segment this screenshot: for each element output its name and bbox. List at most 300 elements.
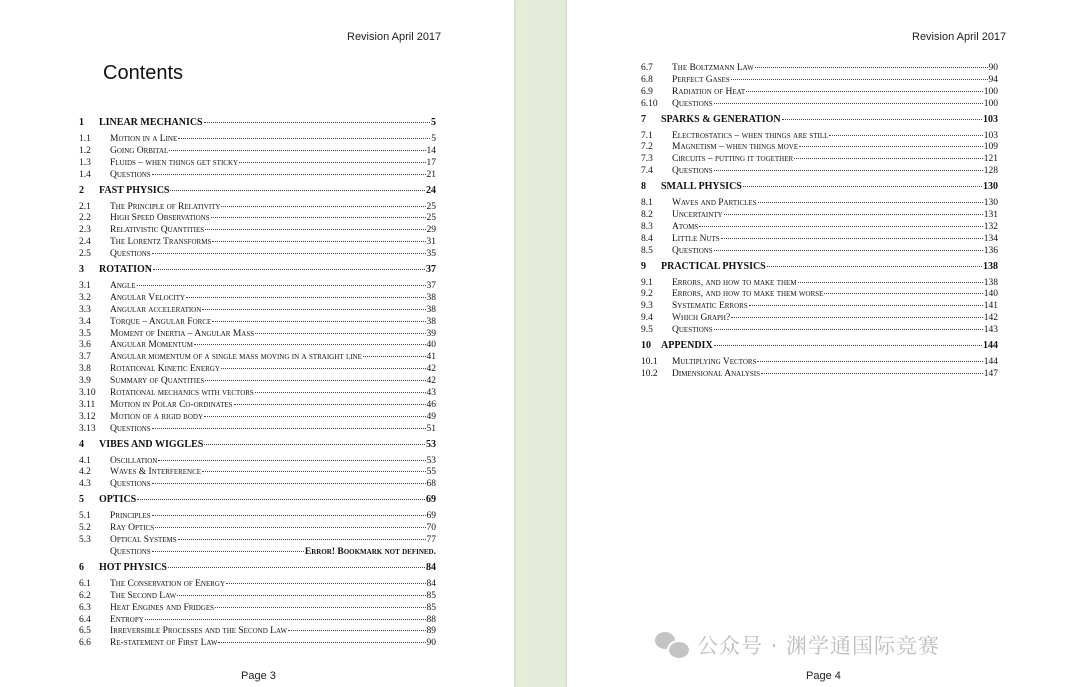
toc-dot-leader (288, 630, 425, 631)
toc-entry-title: Errors, and how to make them worse (672, 289, 824, 300)
toc-entry-title: Angle (110, 281, 136, 292)
watermark (655, 627, 940, 663)
toc-entry-title: The Principle of Relativity (110, 201, 221, 212)
toc-dot-leader (155, 527, 425, 528)
toc-section-entry[interactable] (79, 579, 436, 591)
toc-entry-page: 89 (426, 626, 436, 637)
toc-entry-page: 138 (983, 260, 998, 272)
toc-section-entry[interactable] (79, 547, 436, 559)
toc-entry-number: 3.5 (79, 328, 91, 339)
toc-entry-title: Uncertainty (672, 210, 723, 221)
toc-dot-leader (714, 170, 983, 171)
toc-entry-page: 144 (983, 340, 998, 352)
toc-dot-leader (215, 607, 425, 608)
toc-dot-leader (212, 241, 425, 242)
toc-entry-number: 1.3 (79, 157, 91, 168)
toc-dot-leader (202, 471, 425, 472)
toc-entry-page: 5 (431, 134, 436, 144)
toc-entry-title: Questions (110, 169, 151, 180)
toc-entry-number: 8.2 (641, 210, 653, 221)
toc-entry-number: 5.1 (79, 511, 91, 522)
toc-entry-number: 10 (641, 340, 651, 352)
toc-entry-page: 69 (426, 494, 436, 506)
toc-dot-leader (714, 103, 983, 104)
toc-section-entry[interactable] (641, 246, 998, 258)
toc-entry-title: Questions (110, 479, 151, 490)
toc-entry-number: 3.12 (79, 411, 96, 422)
toc-entry-page: 132 (983, 221, 998, 232)
toc-entry-page: 5 (431, 117, 436, 128)
toc-dot-leader (194, 344, 425, 345)
toc-section-entry[interactable] (79, 202, 436, 214)
toc-dot-leader (761, 373, 983, 374)
toc-section-entry[interactable] (79, 364, 436, 376)
toc-dot-leader (757, 361, 982, 362)
toc-entry-page: 25 (426, 213, 436, 224)
toc-dot-leader (158, 460, 425, 461)
toc-chapter-entry[interactable] (641, 261, 998, 273)
toc-entry-number: 7.1 (641, 130, 653, 141)
toc-entry-page: 31 (426, 237, 436, 248)
toc-entry-title: VIBES AND WIGGLES (99, 438, 204, 450)
toc-entry-page: 100 (983, 98, 998, 109)
toc-entry-title: Entropy (110, 614, 144, 625)
toc-section-entry[interactable] (641, 198, 998, 210)
toc-dot-leader (186, 297, 425, 298)
toc-section-entry[interactable] (79, 412, 436, 424)
toc-entry-title: Motion in Polar Co-ordinates (110, 399, 233, 410)
toc-section-entry[interactable] (79, 293, 436, 305)
toc-section-entry[interactable] (641, 166, 998, 178)
toc-entry-number: 3.4 (79, 316, 91, 327)
toc-entry-title: Principles (110, 511, 151, 522)
toc-dot-leader (202, 309, 425, 310)
toc-entry-page: 21 (426, 169, 436, 180)
toc-section-entry[interactable] (641, 142, 998, 154)
toc-section-entry[interactable] (79, 237, 436, 249)
toc-dot-leader (205, 229, 425, 230)
toc-dot-leader (137, 499, 425, 500)
toc-entry-number: 9.1 (641, 277, 653, 288)
toc-entry-title: Summary of Quantities (110, 376, 205, 387)
toc-section-entry[interactable] (79, 305, 436, 317)
toc-entry-page: 53 (426, 455, 436, 466)
toc-entry-page: 90 (426, 638, 436, 649)
toc-dot-leader (731, 79, 988, 80)
toc-dot-leader (239, 162, 425, 163)
toc-entry-page: 84 (426, 561, 436, 573)
toc-entry-title: Irreversible Processes and the Second Law (110, 626, 288, 637)
toc-entry-title: Questions (672, 325, 713, 336)
toc-section-entry[interactable] (79, 523, 436, 535)
toc-entry-page: 37 (426, 264, 436, 276)
toc-entry-title: SPARKS & GENERATION (661, 113, 781, 125)
toc-dot-leader (168, 567, 425, 568)
toc-chapter-entry[interactable] (641, 181, 998, 193)
toc-entry-number: 2.5 (79, 249, 91, 260)
toc-entry-title: Angular acceleration (110, 304, 202, 315)
toc-section-entry[interactable] (641, 154, 998, 166)
toc-dot-leader (782, 119, 982, 120)
toc-entry-title: Rotational Kinetic Energy (110, 364, 220, 375)
toc-section-entry[interactable] (79, 511, 436, 523)
toc-entry-page: 144 (983, 357, 998, 368)
toc-entry-page: 39 (426, 328, 436, 339)
toc-dot-leader (794, 158, 983, 159)
toc-section-entry[interactable] (79, 456, 436, 468)
toc-entry-page: 130 (983, 181, 998, 193)
toc-entry-title: Systematic Errors (672, 301, 748, 312)
toc-section-entry[interactable] (641, 75, 998, 87)
toc-entry-title: The Conservation of Energy (110, 578, 225, 589)
toc-entry-number: 9 (641, 260, 646, 272)
toc-section-entry[interactable] (79, 281, 436, 293)
toc-section-entry[interactable] (641, 63, 998, 75)
page-number: Page 4 (806, 670, 841, 682)
toc-entry-page: 88 (426, 614, 436, 625)
toc-entry-page: 138 (983, 277, 998, 288)
toc-entry-number: 7 (641, 113, 646, 125)
toc-section-entry[interactable] (641, 222, 998, 234)
toc-section-entry[interactable] (79, 329, 436, 341)
toc-dot-leader (152, 174, 426, 175)
toc-entry-page: 38 (426, 316, 436, 327)
toc-section-entry[interactable] (641, 234, 998, 246)
toc-list-left (79, 117, 436, 650)
toc-entry-number: 5 (79, 494, 84, 506)
toc-entry-page: 94 (988, 74, 998, 85)
toc-section-entry[interactable] (79, 134, 436, 146)
toc-chapter-entry[interactable] (641, 340, 998, 352)
toc-entry-title: Multiplying Vectors (672, 357, 757, 368)
toc-dot-leader (178, 138, 430, 139)
toc-dot-leader (204, 444, 425, 445)
toc-entry-number: 3 (79, 264, 84, 276)
toc-entry-number: 8.4 (641, 233, 653, 244)
toc-entry-page: 49 (426, 411, 436, 422)
toc-entry-number: 7.2 (641, 142, 653, 153)
toc-entry-number: 2.4 (79, 237, 91, 248)
toc-entry-page: 43 (426, 388, 436, 399)
toc-entry-number: 6.2 (79, 590, 91, 601)
toc-section-entry[interactable] (79, 638, 436, 650)
toc-section-entry[interactable] (79, 467, 436, 479)
toc-entry-title: Little Nuts (672, 233, 720, 244)
toc-entry-number: 4.2 (79, 467, 91, 478)
toc-section-entry[interactable] (79, 158, 436, 170)
toc-entry-number: 3.2 (79, 292, 91, 303)
toc-section-entry[interactable] (641, 369, 998, 381)
toc-entry-number: 10.1 (641, 357, 658, 368)
toc-entry-number: 6.4 (79, 614, 91, 625)
toc-dot-leader (152, 253, 426, 254)
toc-entry-title: Perfect Gases (672, 74, 730, 85)
toc-dot-leader (714, 345, 982, 346)
toc-chapter-entry[interactable] (79, 185, 436, 197)
toc-section-entry[interactable] (641, 99, 998, 111)
toc-section-entry[interactable] (79, 388, 436, 400)
toc-section-entry[interactable] (79, 400, 436, 412)
toc-entry-title: Motion of a rigid body (110, 411, 203, 422)
toc-entry-number: 9.5 (641, 325, 653, 336)
toc-entry-page: 141 (983, 301, 998, 312)
toc-entry-number: 8.3 (641, 221, 653, 232)
toc-entry-title: Waves and Particles (672, 198, 757, 209)
toc-entry-page: 17 (426, 157, 436, 168)
toc-section-entry[interactable] (79, 352, 436, 364)
toc-entry-page: 42 (426, 376, 436, 387)
toc-entry-number: 6.10 (641, 98, 658, 109)
toc-chapter-entry[interactable] (79, 117, 436, 129)
toc-dot-leader (205, 380, 425, 381)
toc-entry-page: 69 (426, 511, 436, 522)
toc-entry-page: 140 (983, 289, 998, 300)
toc-entry-page: 143 (983, 325, 998, 336)
toc-entry-page: 42 (426, 364, 436, 375)
toc-entry-number: 2.1 (79, 201, 91, 212)
toc-entry-page: Error! Bookmark not defined. (304, 546, 436, 557)
toc-entry-page: 85 (426, 602, 436, 613)
toc-entry-title: Questions (672, 98, 713, 109)
toc-dot-leader (145, 619, 426, 620)
toc-entry-title: Angular momentum of a single mass moving in a straight line (110, 352, 362, 363)
toc-section-entry[interactable] (79, 591, 436, 603)
toc-section-entry[interactable] (79, 225, 436, 237)
toc-entry-title: Questions (110, 546, 151, 557)
toc-list-right (641, 63, 998, 381)
toc-section-entry[interactable] (79, 376, 436, 388)
toc-dot-leader (152, 428, 426, 429)
toc-entry-title: The Boltzmann Law (672, 63, 754, 73)
toc-dot-leader (153, 269, 425, 270)
toc-entry-title: Atoms (672, 221, 699, 232)
toc-entry-number: 6.9 (641, 86, 653, 97)
toc-dot-leader (221, 368, 426, 369)
toc-dot-leader (221, 206, 425, 207)
toc-entry-title: LINEAR MECHANICS (99, 117, 203, 128)
page-number: Page 3 (241, 670, 276, 682)
toc-section-entry[interactable] (641, 357, 998, 369)
toc-section-entry[interactable] (79, 146, 436, 158)
toc-section-entry[interactable] (79, 535, 436, 547)
toc-dot-leader (724, 214, 983, 215)
toc-entry-title: Motion in a Line (110, 134, 178, 144)
toc-dot-leader (152, 483, 426, 484)
toc-entry-number: 3.8 (79, 364, 91, 375)
toc-section-entry[interactable] (79, 249, 436, 261)
toc-dot-leader (767, 266, 982, 267)
toc-dot-leader (204, 122, 430, 123)
toc-dot-leader (170, 190, 425, 191)
toc-dot-leader (721, 238, 983, 239)
toc-entry-number: 6 (79, 561, 84, 573)
toc-dot-leader (211, 217, 426, 218)
toc-chapter-entry[interactable] (79, 264, 436, 276)
toc-entry-page: 142 (983, 313, 998, 324)
toc-entry-title: The Second Law (110, 590, 177, 601)
toc-section-entry[interactable] (641, 301, 998, 313)
toc-dot-leader (255, 392, 426, 393)
toc-dot-leader (798, 282, 983, 283)
toc-entry-number: 6.5 (79, 626, 91, 637)
toc-entry-title: FAST PHYSICS (99, 184, 170, 196)
toc-entry-number: 1.4 (79, 169, 91, 180)
toc-entry-page: 90 (988, 63, 998, 73)
toc-dot-leader (363, 356, 426, 357)
toc-dot-leader (755, 67, 988, 68)
toc-entry-number: 6.7 (641, 63, 653, 73)
toc-section-entry[interactable] (641, 325, 998, 337)
toc-entry-page: 147 (983, 368, 998, 379)
toc-section-entry[interactable] (79, 170, 436, 182)
toc-dot-leader (212, 321, 425, 322)
toc-entry-page: 55 (426, 467, 436, 478)
toc-entry-page: 121 (983, 154, 998, 165)
toc-entry-page: 131 (983, 210, 998, 221)
toc-entry-page: 24 (426, 184, 436, 196)
toc-section-entry[interactable] (641, 87, 998, 99)
toc-section-entry[interactable] (79, 626, 436, 638)
toc-entry-title: Oscillation (110, 455, 158, 466)
toc-chapter-entry[interactable] (641, 114, 998, 126)
toc-entry-page: 38 (426, 292, 436, 303)
toc-dot-leader (226, 583, 426, 584)
toc-entry-number: 3.13 (79, 423, 96, 434)
toc-entry-title: Re-statement of First Law (110, 638, 218, 649)
toc-entry-title: The Lorentz Transforms (110, 237, 212, 248)
toc-entry-page: 29 (426, 225, 436, 236)
toc-entry-title: Going Orbital (110, 145, 169, 156)
toc-entry-page: 85 (426, 590, 436, 601)
toc-entry-title: PRACTICAL PHYSICS (661, 260, 766, 272)
toc-entry-number: 3.10 (79, 388, 96, 399)
toc-entry-number: 3.1 (79, 281, 91, 292)
toc-dot-leader (152, 551, 304, 552)
toc-entry-title: ROTATION (99, 264, 152, 276)
toc-entry-title: Questions (672, 166, 713, 177)
toc-entry-number: 7.3 (641, 154, 653, 165)
toc-entry-title: Heat Engines and Fridges (110, 602, 215, 613)
toc-section-entry[interactable] (79, 340, 436, 352)
toc-entry-number: 2.3 (79, 225, 91, 236)
toc-entry-page: 136 (983, 245, 998, 256)
toc-entry-title: Angular Velocity (110, 292, 186, 303)
toc-dot-leader (829, 135, 982, 136)
toc-entry-title: Questions (110, 249, 151, 260)
toc-entry-title: Fluids – when things get sticky (110, 157, 239, 168)
toc-dot-leader (255, 333, 425, 334)
toc-dot-leader (799, 146, 983, 147)
toc-section-entry[interactable] (641, 278, 998, 290)
toc-entry-number: 8 (641, 181, 646, 193)
toc-entry-title: Which Graph? (672, 313, 731, 324)
toc-entry-title: Magnetism – when things move (672, 142, 799, 153)
toc-dot-leader (749, 305, 983, 306)
toc-section-entry[interactable] (641, 210, 998, 222)
toc-entry-number: 6.6 (79, 638, 91, 649)
toc-entry-page: 109 (983, 142, 998, 153)
toc-entry-title: HOT PHYSICS (99, 561, 167, 573)
toc-dot-leader (746, 91, 983, 92)
toc-entry-number: 3.3 (79, 304, 91, 315)
revision-header: Revision April 2017 (912, 31, 1007, 43)
toc-entry-number: 9.4 (641, 313, 653, 324)
toc-entry-number: 1.2 (79, 145, 91, 156)
toc-section-entry[interactable] (641, 131, 998, 143)
toc-entry-title: SMALL PHYSICS (661, 181, 742, 193)
toc-chapter-entry[interactable] (79, 562, 436, 574)
toc-section-entry[interactable] (641, 289, 998, 301)
toc-dot-leader (234, 404, 426, 405)
toc-section-entry[interactable] (79, 603, 436, 615)
toc-entry-title: OPTICS (99, 494, 137, 506)
toc-dot-leader (731, 317, 983, 318)
toc-entry-title: Torque – Angular Force (110, 316, 212, 327)
toc-entry-number: 4.1 (79, 455, 91, 466)
toc-entry-page: 103 (983, 113, 998, 125)
revision-header: Revision April 2017 (347, 31, 442, 43)
toc-entry-title: Ray Optics (110, 523, 155, 534)
toc-chapter-entry[interactable] (79, 439, 436, 451)
toc-section-entry[interactable] (79, 479, 436, 491)
toc-entry-title: Electrostatics – when things are still (672, 130, 829, 141)
toc-entry-title: Questions (110, 423, 151, 434)
toc-entry-number: 9.3 (641, 301, 653, 312)
toc-entry-title: Moment of Inertia – Angular Mass (110, 328, 255, 339)
toc-entry-page: 100 (983, 86, 998, 97)
toc-entry-title: High Speed Observations (110, 213, 210, 224)
toc-dot-leader (824, 293, 982, 294)
toc-entry-title: Radiation of Heat (672, 86, 746, 97)
toc-entry-number: 3.11 (79, 399, 96, 410)
toc-entry-title: Questions (672, 245, 713, 256)
toc-section-entry[interactable] (79, 615, 436, 627)
toc-section-entry[interactable] (79, 317, 436, 329)
toc-entry-number: 5.3 (79, 535, 91, 546)
toc-section-entry[interactable] (79, 424, 436, 436)
toc-entry-number: 10.2 (641, 368, 658, 379)
toc-dot-leader (152, 515, 426, 516)
toc-entry-number: 3.7 (79, 352, 91, 363)
toc-entry-page: 103 (983, 130, 998, 141)
toc-entry-title: Angular Momentum (110, 340, 194, 351)
toc-dot-leader (137, 285, 426, 286)
toc-entry-number: 1 (79, 117, 84, 128)
toc-entry-page: 25 (426, 201, 436, 212)
contents-heading: Contents (103, 62, 184, 84)
toc-entry-page: 46 (426, 399, 436, 410)
wechat-icon (655, 630, 689, 660)
toc-entry-title: Dimensional Analysis (672, 368, 760, 379)
toc-entry-title: Relativistic Quantities (110, 225, 205, 236)
toc-entry-number: 5.2 (79, 523, 91, 534)
toc-dot-leader (714, 329, 983, 330)
toc-dot-leader (177, 595, 425, 596)
toc-entry-number: 3.6 (79, 340, 91, 351)
toc-section-entry[interactable] (641, 313, 998, 325)
toc-entry-page: 70 (426, 523, 436, 534)
toc-entry-number: 4 (79, 438, 84, 450)
toc-section-entry[interactable] (79, 213, 436, 225)
toc-entry-page: 38 (426, 304, 436, 315)
toc-entry-page: 51 (426, 423, 436, 434)
toc-dot-leader (714, 250, 983, 251)
toc-chapter-entry[interactable] (79, 494, 436, 506)
toc-entry-number: 8.1 (641, 198, 653, 209)
toc-entry-page: 130 (983, 198, 998, 209)
toc-dot-leader (218, 642, 425, 643)
toc-dot-leader (699, 226, 983, 227)
